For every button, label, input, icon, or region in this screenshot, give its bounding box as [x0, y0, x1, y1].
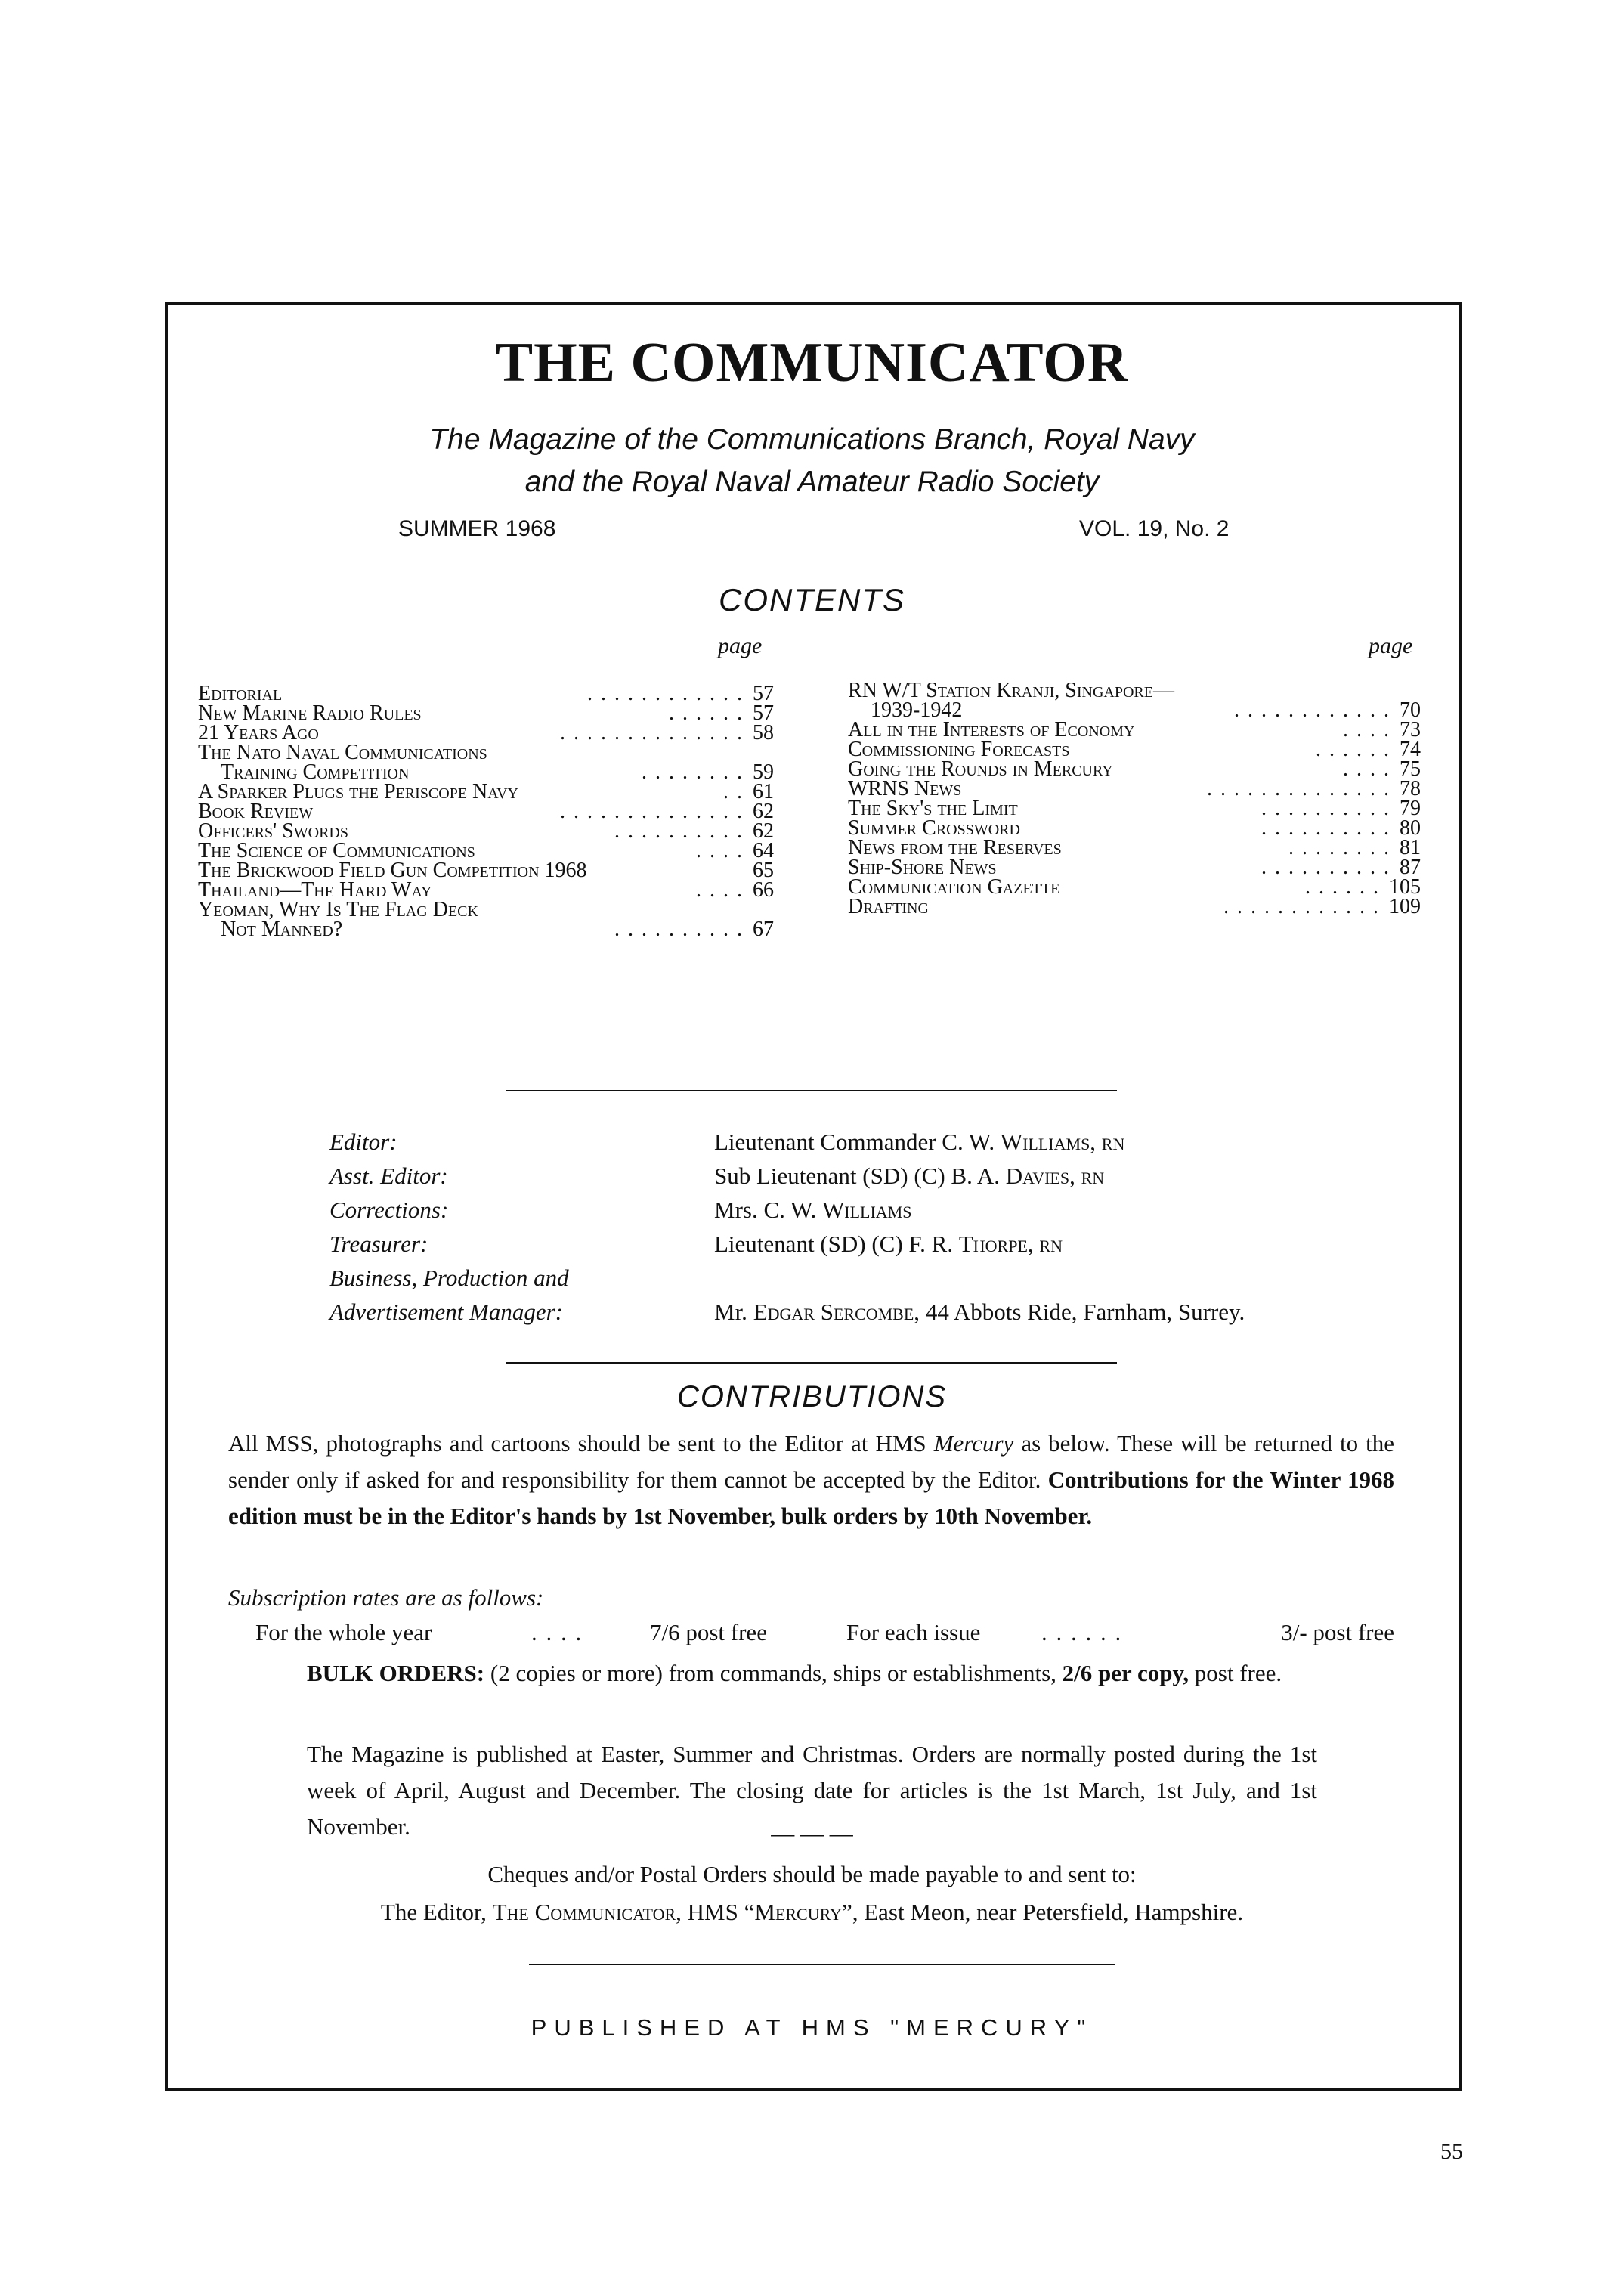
contents-entry-page: 57 [753, 682, 774, 705]
divider-rule [506, 1362, 1117, 1364]
contents-entry-leader: . . . . . . . . . . . . [1223, 895, 1380, 918]
contents-entry-page: 79 [1400, 797, 1421, 820]
contents-left-column [198, 684, 774, 940]
contents-entry-leader: . . . . . . . . . . [1261, 856, 1390, 879]
editor-address: The Editor, The Communicator, HMS “Mercury”, East Meon, near Petersfield, Hampshire. [380, 1899, 1244, 1925]
whole-year-price: 7/6 post free [650, 1619, 767, 1645]
staff-role-corrections: Corrections: [329, 1197, 449, 1223]
contents-entry-title: Going the Rounds in Mercury [848, 757, 1113, 781]
contents-entry-title: The Science of Communications [198, 839, 475, 862]
contents-entry-page: 78 [1400, 777, 1421, 800]
separator-dashes: — — — [771, 1820, 853, 1847]
publication-schedule: The Magazine is published at Easter, Summer and Christmas. Orders are normally posted during the 1st week of April, August and December. The closing date for articles is the 1st March, 1st July, and 1st November. [307, 1741, 1317, 1840]
staff-role-editor: Editor: [329, 1128, 397, 1155]
contents-entry-title: A Sparker Plugs the Periscope Navy [198, 780, 519, 803]
subtitle-line-2: and the Royal Naval Amateur Radio Society [524, 466, 1100, 498]
staff-role-business-1: Business, Production and [329, 1265, 569, 1291]
contents-entry-leader: . . . . . . . . . . . . [587, 682, 744, 705]
magazine-title: THE COMMUNICATOR [495, 332, 1129, 394]
contents-entry-leader: . . . . . . . . . . . . [1234, 698, 1390, 722]
contents-entry-page: 65 [753, 859, 774, 882]
divider-rule [506, 1090, 1117, 1091]
contents-entry-title: Officers' Swords [198, 819, 348, 843]
contents-entry-leader: . . . . . . . . . . [1261, 797, 1390, 820]
whole-year-dots: . . . . [531, 1619, 583, 1645]
staff-role-business-2: Advertisement Manager: [329, 1299, 564, 1325]
staff-name-asst-editor: Sub Lieutenant (SD) (C) B. A. Davies, rn [714, 1162, 1105, 1189]
contents-entry-title: 21 Years Ago [198, 721, 319, 745]
contents-entry-title: Communication Gazette [848, 875, 1060, 899]
staff-name-treasurer: Lieutenant (SD) (C) F. R. Thorpe, rn [714, 1231, 1063, 1257]
contents-entry-title: Editorial [198, 682, 283, 705]
contents-entry-page: 73 [1400, 718, 1421, 741]
staff-role-treasurer: Treasurer: [329, 1231, 428, 1257]
contents-entry-title: The Nato Naval Communications [198, 741, 487, 764]
contents-entry-title: Book Review [198, 800, 314, 823]
contents-entry-page: 62 [753, 819, 774, 843]
contents-entry-title: New Marine Radio Rules [198, 701, 422, 725]
contents-entry-leader: . . . . . . . . [1288, 836, 1390, 859]
contents-entry-leader: . . . . . . [1316, 738, 1390, 761]
page-column-label-left: page [718, 633, 763, 658]
contents-entry-leader: . . [723, 780, 744, 803]
contents-entry-title: WRNS News [848, 777, 962, 800]
contents-right-column [848, 681, 1421, 917]
volume-number: VOL. 19, No. 2 [1079, 516, 1230, 541]
issue-season: SUMMER 1968 [398, 516, 556, 541]
contents-entry-page: 75 [1400, 757, 1421, 781]
each-issue-price: 3/- post free [1281, 1619, 1394, 1645]
contents-entry-page: 58 [753, 721, 774, 745]
contents-entry-title: 1939-1942 [871, 698, 963, 722]
contents-entry-leader: . . . . [1343, 718, 1390, 741]
contents-entry-title: Drafting [848, 895, 929, 918]
each-issue-dots: . . . . . . [1041, 1619, 1123, 1645]
cheques-instruction: Cheques and/or Postal Orders should be made payable to and sent to: [487, 1861, 1137, 1887]
staff-name-editor: Lieutenant Commander C. W. Williams, rn [714, 1128, 1125, 1155]
contents-entry-leader: . . . . . . . . . . . . . . [1207, 777, 1390, 800]
contents-entry-page: 80 [1400, 816, 1421, 840]
contributions-paragraph: All MSS, photographs and cartoons should be sent to the Editor at HMS Mercury as below. These will be returned to the sender only if asked for and responsibility for them cannot be accepted by the Editor. Contributions for the Winter 1968 edition must be in the Editor's hands by 1st November, bulk orders by 10th November. [228, 1430, 1395, 1529]
contents-entry-page: 62 [753, 800, 774, 823]
contents-entry-page: 74 [1400, 738, 1421, 761]
contents-entry-title: Ship-Shore News [848, 856, 997, 879]
contents-entry-leader: . . . . . . . . [642, 760, 744, 784]
contents-entry-leader: . . . . [696, 878, 744, 902]
subtitle-line-1: The Magazine of the Communications Branch, Royal Navy [429, 423, 1195, 456]
whole-year-label: For the whole year [255, 1619, 432, 1645]
contents-entry-page: 70 [1400, 698, 1421, 722]
contents-entry-leader: . . . . [1343, 757, 1390, 781]
subscription-label: Subscription rates are as follows: [228, 1584, 544, 1611]
subscription-rates [255, 1614, 1394, 1651]
contents-entry-title: The Sky's the Limit [848, 797, 1018, 820]
contents-entry-title: Commissioning Forecasts [848, 738, 1070, 761]
contents-entry [848, 897, 1421, 917]
contents-entry-leader: . . . . . . [669, 701, 744, 725]
divider-rule [529, 1964, 1115, 1965]
staff-list [0, 1125, 1624, 1336]
page-number: 55 [1440, 2139, 1463, 2164]
contents-entry-page: 67 [753, 918, 774, 941]
contents-entry-title: Summer Crossword [848, 816, 1020, 840]
staff-name-corrections: Mrs. C. W. Williams [714, 1197, 912, 1223]
contents-entry-page: 59 [753, 760, 774, 784]
contents-entry-leader: . . . . . . . . . . [614, 918, 744, 941]
contents-entry-title: Not Manned? [221, 918, 343, 941]
contents-entry-page: 66 [753, 878, 774, 902]
contents-entry-leader: . . . . . . [1305, 875, 1380, 899]
contents-entry-page: 57 [753, 701, 774, 725]
contents-entry-title: All in the Interests of Economy [848, 718, 1135, 741]
contents-entry-title: RN W/T Station Kranji, Singapore— [848, 679, 1174, 702]
contents-entry-title: News from the Reserves [848, 836, 1062, 859]
contributions-heading: CONTRIBUTIONS [676, 1380, 948, 1413]
contents-heading: CONTENTS [719, 582, 905, 618]
staff-name-business: Mr. Edgar Sercombe, 44 Abbots Ride, Farnham, Surrey. [714, 1299, 1245, 1325]
contents-entry-leader: . . . . [696, 839, 744, 862]
contents-entry-title: Yeoman, Why Is The Flag Deck [198, 898, 478, 921]
contents-entry-title: Training Competition [221, 760, 410, 784]
each-issue-label: For each issue [846, 1619, 981, 1645]
contents-entry-title: The Brickwood Field Gun Competition 1968 [198, 859, 587, 882]
contents-entry-page: 109 [1389, 895, 1421, 918]
contents-entry-leader: . . . . . . . . . . [1261, 816, 1390, 840]
contents-entry-title: Thailand—The Hard Way [198, 878, 432, 902]
contents-entry-page: 87 [1400, 856, 1421, 879]
contents-entry-page: 81 [1400, 836, 1421, 859]
contents-entry-page: 61 [753, 780, 774, 803]
contents-entry-leader: . . . . . . . . . . . . . . [560, 800, 744, 823]
contents-entry [198, 920, 774, 940]
staff-role-asst-editor: Asst. Editor: [329, 1162, 448, 1189]
contents-entry-leader: . . . . . . . . . . . . . . [560, 721, 744, 745]
contents-entry-leader: . . . . . . . . . . [614, 819, 744, 843]
page-column-label-right: page [1369, 633, 1413, 658]
bulk-orders: BULK ORDERS: (2 copies or more) from commands, ships or establishments, 2/6 per copy, post free. [307, 1660, 1282, 1686]
published-at: PUBLISHED AT HMS "MERCURY" [531, 2014, 1093, 2041]
contents-entry-page: 64 [753, 839, 774, 862]
contents-entry-page: 105 [1389, 875, 1421, 899]
